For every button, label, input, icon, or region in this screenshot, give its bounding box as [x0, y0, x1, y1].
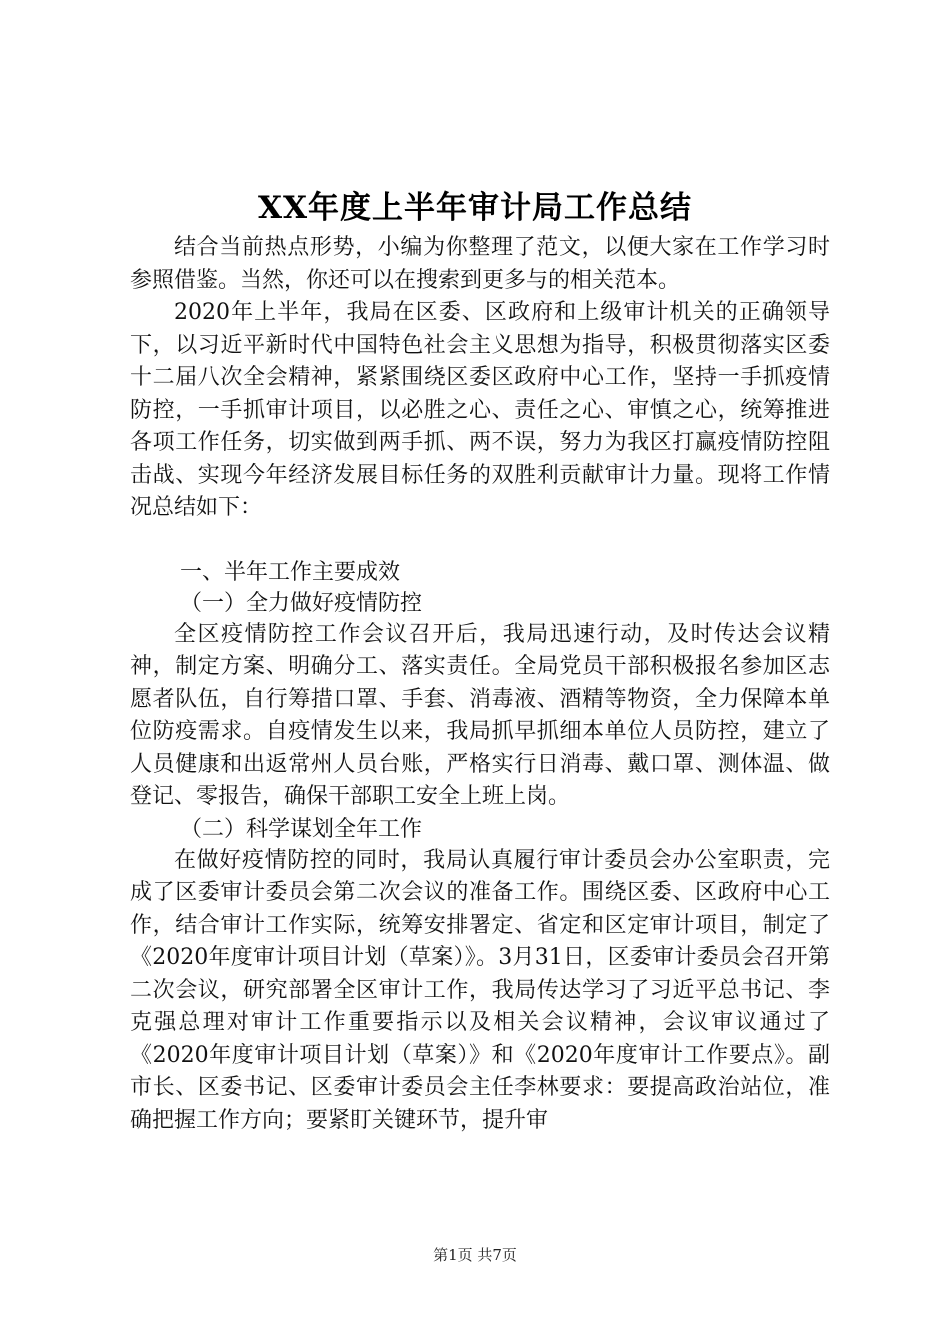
- body-paragraph: 全区疫情防控工作会议召开后，我局迅速行动，及时传达会议精神，制定方案、明确分工、落实责任。全局党员干部积极报名参加区志愿者队伍，自行筹措口罩、手套、消毒液、酒精等物资，全力保障本单位防疫需求。自疫情发生以来，我局抓早抓细本单位人员防控，建立了人员健康和出返常州人员台账，严格实行日消毒、戴口罩、测体温、做登记、零报告，确保干部职工安全上班上岗。: [130, 621, 830, 809]
- intro-paragraph: 结合当前热点形势，小编为你整理了范文，以便大家在工作学习时参照借鉴。当然，你还可以在搜索到更多与的相关范本。: [130, 235, 830, 293]
- subsection-heading: （一）全力做好疫情防控: [180, 590, 423, 616]
- body-paragraph: 在做好疫情防控的同时，我局认真履行审计委员会办公室职责，完成了区委审计委员会第二次会议的准备工作。围绕区委、区政府中心工作，结合审计工作实际，统筹安排署定、省定和区定审计项目，制定了《2020年度审计项目计划（草案）》。3月31日，区委审计委员会召开第二次会议，研究部署全区审计工作，我局传达学习了习近平总书记、李克强总理对审计工作重要指示以及相关会议精神，会议审议通过了《2020年度审计项目计划（草案）》和《2020年度审计工作要点》。副市长、区委书记、区委审计委员会主任李林要求：要提高政治站位，准确把握工作方向；要紧盯关键环节，提升审: [130, 847, 830, 1133]
- document-body: [130, 232, 830, 1137]
- subsection-heading: （二）科学谋划全年工作: [180, 816, 423, 842]
- opening-paragraph: 2020年上半年，我局在区委、区政府和上级审计机关的正确领导下，以习近平新时代中国特色社会主义思想为指导，积极贯彻落实区委十二届八次全会精神，紧紧围绕区委区政府中心工作，坚持一手抓疫情防控，一手抓审计项目，以必胜之心、责任之心、审慎之心，统筹推进各项工作任务，切实做到两手抓、两不误，努力为我区打赢疫情防控阻击战、实现今年经济发展目标任务的双胜利贡献审计力量。现将工作情况总结如下：: [130, 300, 830, 520]
- page-number: 第1页 共7页: [433, 1246, 517, 1264]
- document-title: XX年度上半年审计局工作总结: [257, 190, 693, 226]
- section-heading: 一、半年工作主要成效: [180, 559, 401, 585]
